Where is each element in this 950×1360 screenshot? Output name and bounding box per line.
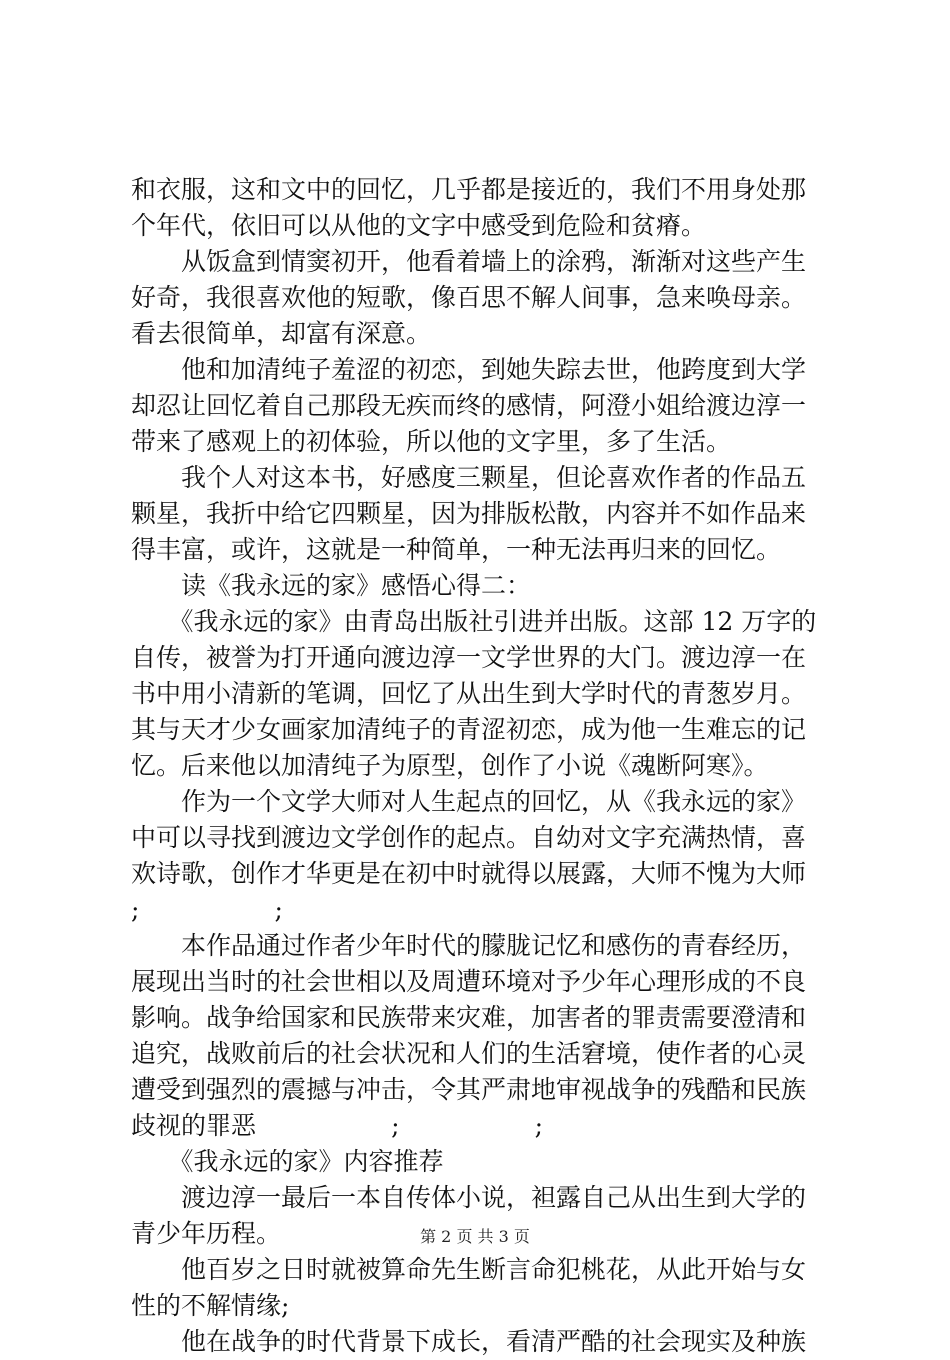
text-line: 其与天才少女画家加清纯子的青涩初恋，成为他一生难忘的记	[131, 715, 807, 744]
text-line: 渡边淳一最后一本自传体小说，袒露自己从出生到大学的	[131, 1183, 807, 1212]
text-line: 读《我永远的家》感悟心得二：	[131, 571, 532, 600]
text-line: 和衣服，这和文中的回忆，几乎都是接近的，我们不用身处那	[131, 175, 807, 204]
text-line: 《我永远的家》内容推荐	[131, 1147, 444, 1176]
text-line: 性的不解情缘;	[131, 1291, 290, 1320]
text-line: 看去很简单，却富有深意。	[131, 319, 432, 348]
text-line: 好奇，我很喜欢他的短歌，像百思不解人间事，急来唤母亲。	[131, 283, 807, 312]
document-body	[131, 172, 830, 1360]
text-line: 书中用小清新的笔调，回忆了从出生到大学时代的青葱岁月。	[131, 679, 807, 708]
text-line: 得丰富，或许，这就是一种简单，一种无法再归来的回忆。	[131, 535, 782, 564]
text-line: 本作品通过作者少年时代的朦胧记忆和感伤的青春经历，	[131, 931, 807, 960]
text-line: 从饭盒到情窦初开，他看着墙上的涂鸦，渐渐对这些产生	[131, 247, 807, 276]
text-line: 他百岁之日时就被算命先生断言命犯桃花，从此开始与女	[131, 1255, 807, 1284]
text-line: 歧视的罪恶 ; ;	[131, 1111, 544, 1140]
text-line: 带来了感观上的初体验，所以他的文字里，多了生活。	[131, 427, 732, 456]
text-line: 青少年历程。	[131, 1219, 282, 1248]
text-line: 颗星，我折中给它四颗星，因为排版松散，内容并不如作品来	[131, 499, 807, 528]
text-line: 个年代，依旧可以从他的文字中感受到危险和贫瘠。	[131, 211, 707, 240]
text-line: ; ;	[131, 895, 283, 924]
text-line: 《我永远的家》由青岛出版社引进并出版。这部 12 万字的	[131, 607, 817, 636]
text-line: 欢诗歌，创作才华更是在初中时就得以展露，大师不愧为大师	[131, 859, 807, 888]
text-line: 忆。后来他以加清纯子为原型，创作了小说《魂断阿寒》。	[131, 751, 769, 780]
text-line: 却忍让回忆着自己那段无疾而终的感情，阿澄小姐给渡边淳一	[131, 391, 807, 420]
text-line: 作为一个文学大师对人生起点的回忆，从《我永远的家》	[131, 787, 807, 816]
page-footer: 第 2 页 共 3 页	[420, 1227, 530, 1246]
text-line: 展现出当时的社会世相以及周遭环境对予少年心理形成的不良	[131, 967, 807, 996]
text-line: 影响。战争给国家和民族带来灾难，加害者的罪责需要澄清和	[131, 1003, 807, 1032]
text-line: 追究，战败前后的社会状况和人们的生活窘境，使作者的心灵	[131, 1039, 807, 1068]
text-line: 我个人对这本书，好感度三颗星，但论喜欢作者的作品五	[131, 463, 807, 492]
text-line: 他和加清纯子羞涩的初恋，到她失踪去世，他跨度到大学	[131, 355, 807, 384]
text-line: 遭受到强烈的震撼与冲击，令其严肃地审视战争的残酷和民族	[131, 1075, 807, 1104]
text-line: 他在战争的时代背景下成长，看清严酷的社会现实及种族	[131, 1327, 807, 1356]
text-line: 自传，被誉为打开通向渡边淳一文学世界的大门。渡边淳一在	[131, 643, 807, 672]
text-line: 中可以寻找到渡边文学创作的起点。自幼对文字充满热情，喜	[131, 823, 807, 852]
